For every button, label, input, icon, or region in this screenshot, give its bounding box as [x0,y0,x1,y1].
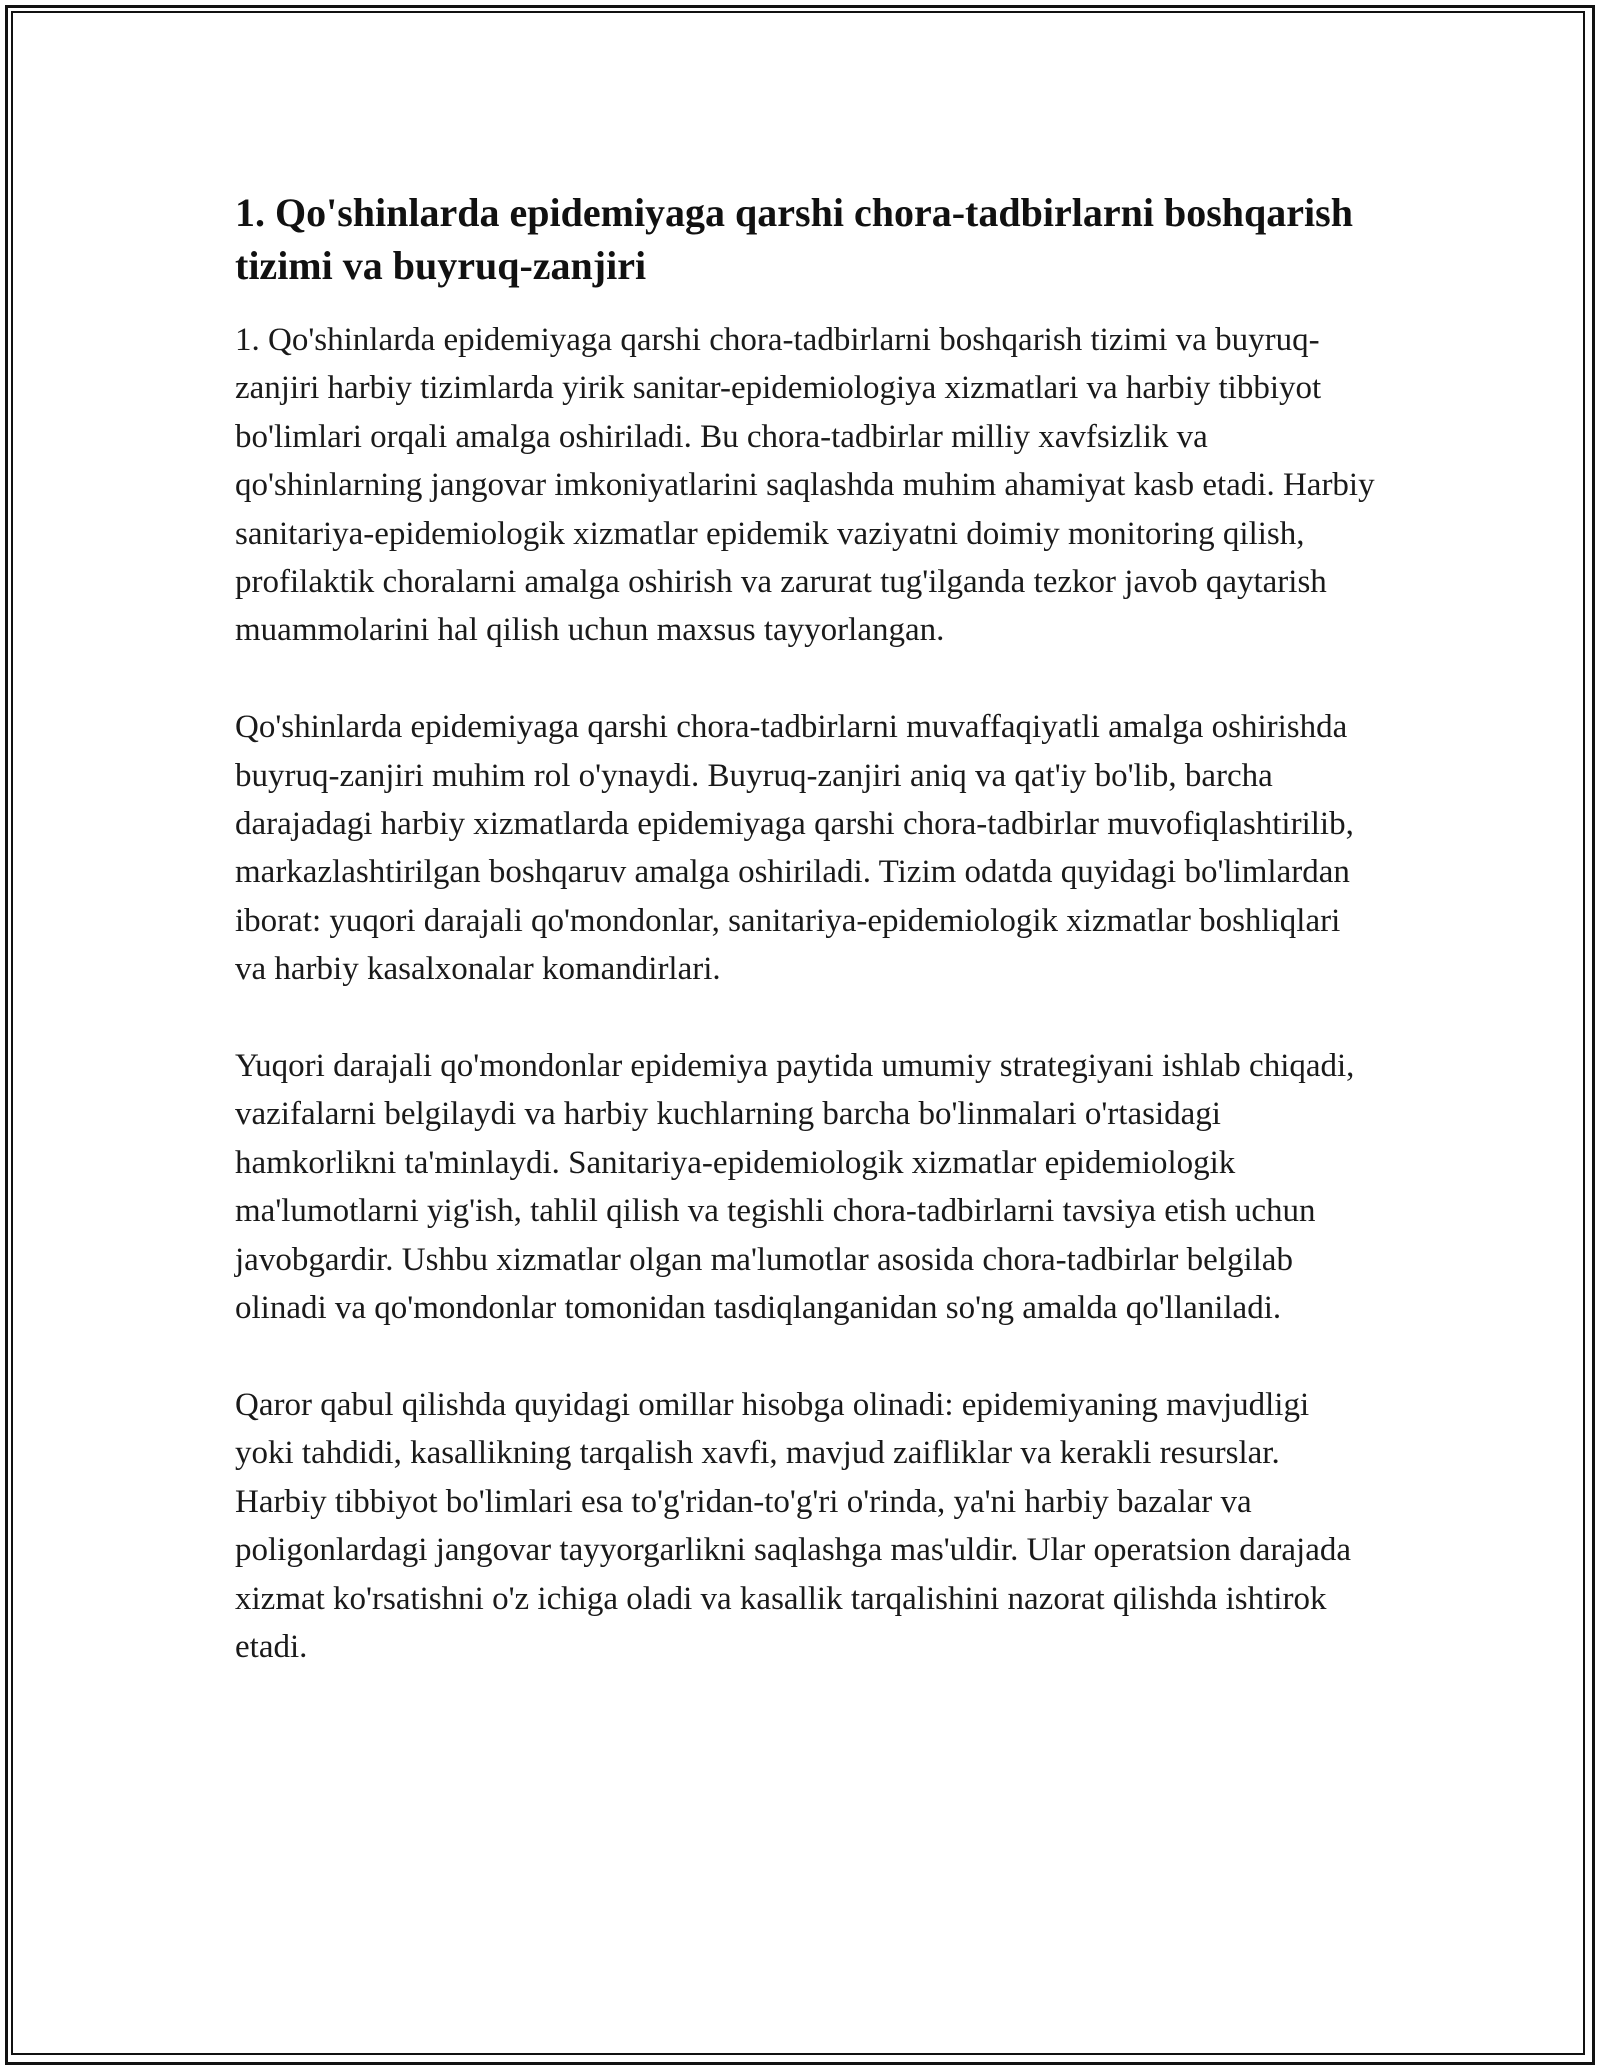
paragraph-4: Qaror qabul qilishda quyidagi omillar hisobga olinadi: epidemiyaning mavjudligi yoki tahdidi, kasallikning tarqalish xavfi, mavjud zaifliklar va kerakli resurslar. Harbiy tibbiyot bo'limlari esa to'g'ridan-to'g'ri o'rinda, ya'ni harbiy bazalar va poligonlardagi jangovar tayyorgarlikni saqlashga mas'uldir. Ular operatsion darajada xizmat ko'rsatishni o'z ichiga oladi va kasallik tarqalishini nazorat qilishda ishtirok etadi. [235,1386,1352,1665]
paragraph-2: Qo'shinlarda epidemiyaga qarshi chora-tadbirlarni muvaffaqiyatli amalga oshirishda buyruq-zanjiri muhim rol o'ynaydi. Buyruq-zanjiri aniq va qat'iy bo'lib, barcha darajadagi harbiy xizmatlarda epidemiyaga qarshi chora-tadbirlar muvofiqlashtirilib, markazlashtirilgan boshqaruv amalga oshiriladi. Tizim odatda quyidagi bo'limlardan iborat: yuqori darajali qo'mondonlar, sanitariya-epidemiologik xizmatlar boshliqlari va harbiy kasalxonalar komandirlari. [235,709,1354,988]
document-body [235,186,1375,1720]
paragraph-3: Yuqori darajali qo'mondonlar epidemiya paytida umumiy strategiyani ishlab chiqadi, vazifalarni belgilaydi va harbiy kuchlarning barcha bo'linmalari o'rtasidagi hamkorlikni ta'minlaydi. Sanitariya-epidemiologik xizmatlar epidemiologik ma'lumotlarni yig'ish, tahlil qilish va tegishli chora-tadbirlarni tavsiya etish uchun javobgardir. Ushbu xizmatlar olgan ma'lumotlar asosida chora-tadbirlar belgilab olinadi va qo'mondonlar tomonidan tasdiqlanganidan so'ng amalda qo'llaniladi. [235,1048,1355,1327]
page-title: 1. Qo'shinlarda epidemiyaga qarshi chora-tadbirlarni boshqarish tizimi va buyruq-zanjiri [235,190,1353,288]
paragraph-1: 1. Qo'shinlarda epidemiyaga qarshi chora-tadbirlarni boshqarish tizimi va buyruq-zanjiri harbiy tizimlarda yirik sanitar-epidemiologiya xizmatlari va harbiy tibbiyot bo'limlari orqali amalga oshiriladi. Bu chora-tadbirlar milliy xavfsizlik va qo'shinlarning jangovar imkoniyatlarini saqlashda muhim ahamiyat kasb etadi. Harbiy sanitariya-epidemiologik xizmatlar epidemik vaziyatni doimiy monitoring qilish, profilaktik choralarni amalga oshirish va zarurat tug'ilganda tezkor javob qaytarish muammolarini hal qilish uchun maxsus tayyorlangan. [235,322,1375,649]
